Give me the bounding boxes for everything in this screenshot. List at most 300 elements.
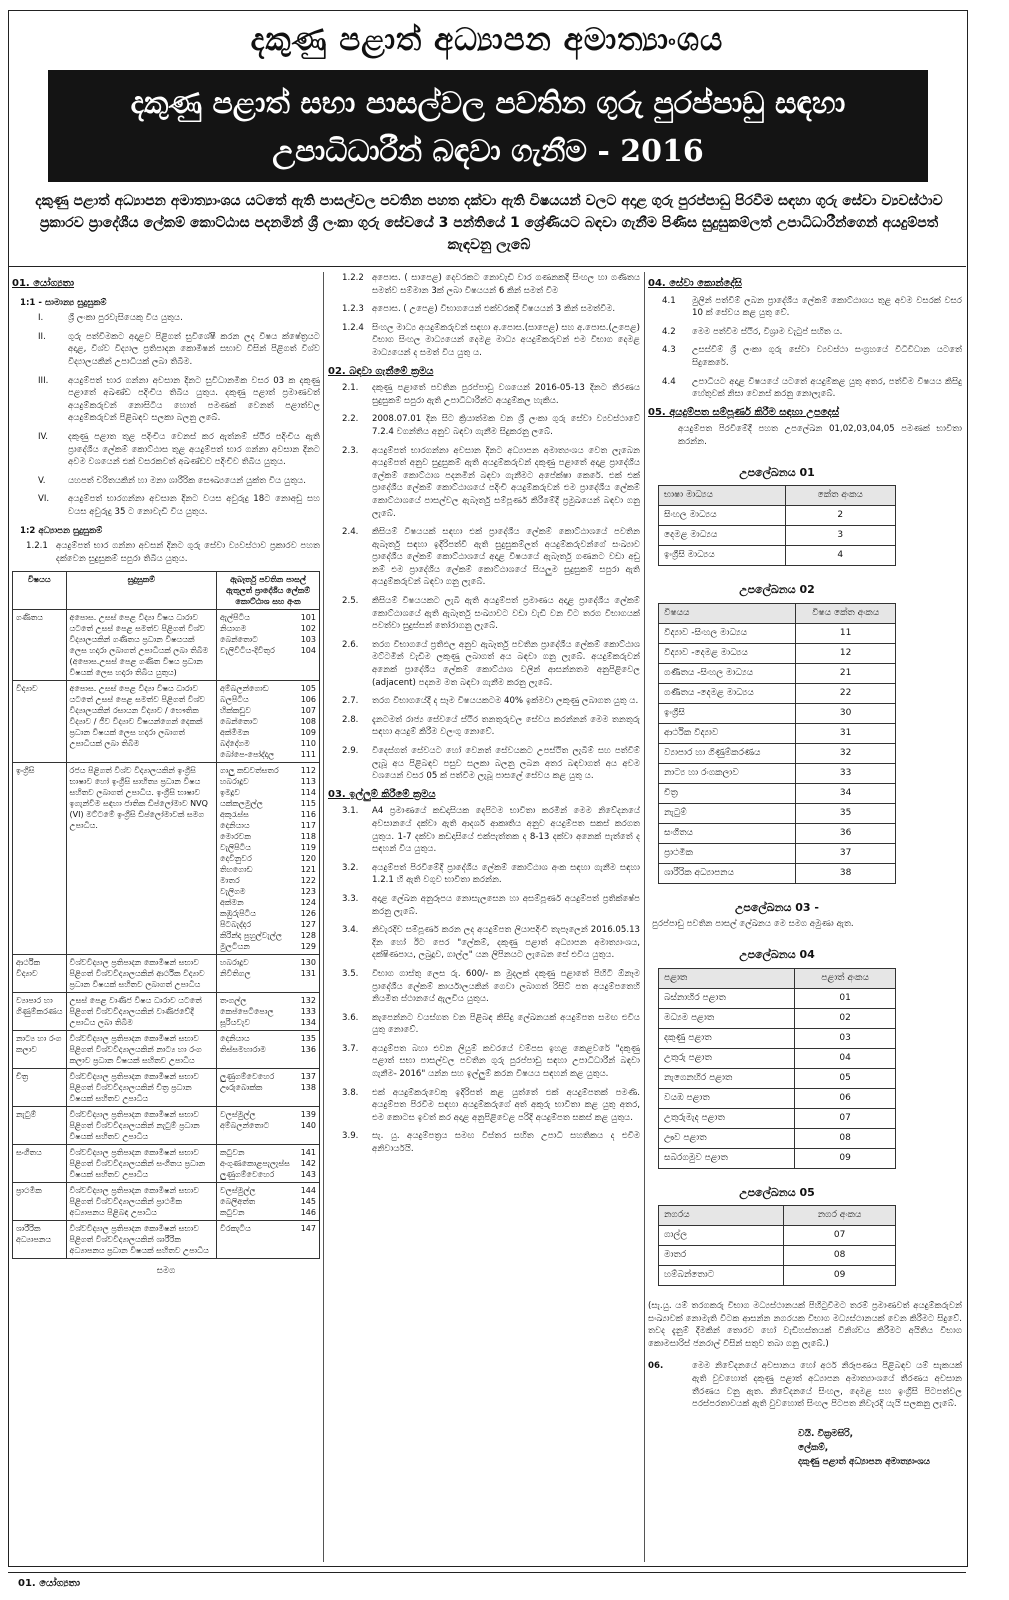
division-number: 135 bbox=[300, 1034, 316, 1044]
item-number: VI. bbox=[38, 494, 50, 505]
table-row bbox=[659, 823, 896, 843]
list-item bbox=[328, 893, 640, 918]
division-name: වලස්මුල්ල bbox=[220, 1110, 256, 1120]
item-number: 1.2.3 bbox=[342, 304, 364, 315]
division-name: මාතර bbox=[220, 876, 240, 886]
division-number: 118 bbox=[300, 832, 316, 842]
division-entry bbox=[220, 908, 316, 919]
division-entry bbox=[220, 1109, 316, 1120]
item-number: 4.2 bbox=[662, 326, 676, 337]
division-name: දෙනියාය bbox=[220, 1034, 250, 1044]
label-cell: වයඹ පළාත bbox=[659, 1088, 795, 1108]
qualification-cell: විශ්වවිද්‍යාල ප්‍රතිපාදන කොමිෂන් සභාව පිළිගත් විශ්වවිද්‍යාලයකින් නැටුම් ප්‍රධාන විෂයක් සහිතව උපාධිය bbox=[66, 1107, 216, 1145]
list-item bbox=[328, 272, 640, 297]
item-text: අයදුම්පත් භාර ගන්නා අවසාන දිනට සුවිධානමික වසර 03 ක දකුණු පළාතේ අඛණ්ඩ පදිංචිය තිබිය යුතුය. දකුණු පළාත් ප්‍රමාණවත් අයදුම්කරුවන් නොසිටිය හොත් පමණක් වෙනත් පළාත්වල අයදුම්කරුවන් පිළිබඳව සලකා බලනු ලබේ. bbox=[68, 375, 320, 424]
schools-cell bbox=[217, 1031, 320, 1069]
general-qualifications-list bbox=[12, 312, 320, 518]
table-row bbox=[13, 1145, 320, 1183]
item-number: 2.4. bbox=[342, 527, 359, 538]
qualification-cell: විශ්වවිද්‍යාල ප්‍රතිපාදන කොමිෂන් සභාව පිළිගත් විශ්වවිද්‍යාලයකින් නාට්‍ය හා රංග කලාව ප්‍රධාන විෂයක් සහිතව උපාධිය bbox=[66, 1031, 216, 1069]
label-cell: ගාල්ල bbox=[659, 1226, 784, 1246]
division-entry bbox=[220, 875, 316, 886]
code-cell: 02 bbox=[795, 1008, 896, 1028]
item-text: මෙම පත්වීම ස්ථිර, විශ්‍රාම වැටුප් සහිත ය. bbox=[692, 326, 843, 337]
table-row bbox=[659, 546, 896, 566]
label-cell: දකුණු පළාත bbox=[659, 1028, 795, 1048]
division-entry bbox=[220, 897, 316, 908]
section-heading: 03. ඉල්ලුම් කිරීමේ ක්‍රමය bbox=[328, 788, 436, 800]
subject-cell: ශාරීරික අධ්‍යාපනය bbox=[13, 1221, 67, 1259]
division-entry bbox=[220, 1006, 316, 1017]
division-number: 102 bbox=[300, 624, 316, 634]
list-item bbox=[12, 375, 320, 425]
list-item bbox=[328, 714, 640, 739]
table-header: කේත අංකය bbox=[785, 486, 896, 506]
division-entry bbox=[220, 1196, 316, 1207]
division-number: 129 bbox=[300, 942, 316, 952]
division-number: 116 bbox=[300, 810, 316, 820]
division-name: අම්බලන්ගොඩ bbox=[220, 684, 269, 694]
division-entry bbox=[220, 623, 316, 634]
table-row bbox=[659, 1048, 896, 1068]
list-item bbox=[328, 1043, 640, 1081]
item-number: 1.2.4 bbox=[342, 322, 364, 333]
table-row bbox=[659, 723, 896, 743]
list-item bbox=[328, 1087, 640, 1125]
division-number: 122 bbox=[300, 876, 316, 886]
division-number: 112 bbox=[300, 766, 316, 776]
schedule-02-table bbox=[658, 603, 896, 884]
item-text: අදාළ ලේඛන අනුරූපය නොසැලසෙන හා අසම්පූර්ණ අයදුම්පත් ප්‍රතික්ෂේප කරනු ලැබේ. bbox=[372, 893, 640, 917]
division-number: 120 bbox=[300, 854, 316, 864]
schedule-01-table bbox=[658, 485, 896, 566]
label-cell: ශාරීරික අධ්‍යාපනය bbox=[659, 863, 796, 883]
division-name: පිටබැද්දර bbox=[220, 920, 252, 930]
item-number: IV. bbox=[38, 431, 49, 442]
table-row bbox=[13, 681, 320, 763]
division-entry bbox=[220, 853, 316, 864]
item-number: V. bbox=[38, 475, 46, 486]
code-cell: 33 bbox=[796, 763, 896, 783]
item-number: 1.2.2 bbox=[342, 273, 364, 283]
code-cell: 37 bbox=[796, 843, 896, 863]
list-item bbox=[328, 413, 640, 438]
division-name: කඹුරුපිටිය bbox=[220, 909, 257, 919]
division-number: 128 bbox=[300, 931, 316, 941]
subsection-heading: 1:1 - සාමාන්‍ය සුදුසුකම් bbox=[20, 297, 107, 308]
division-entry bbox=[220, 1147, 316, 1158]
division-name: ලුණුගම්වෙහෙර bbox=[220, 1170, 275, 1180]
division-entry bbox=[220, 968, 316, 979]
code-cell: 32 bbox=[796, 743, 896, 763]
division-entry bbox=[220, 1082, 316, 1093]
item-text: නිවැරදිව සම්පූර්ණ කරන ලද අයදුම්පත ලියාපදිංචි තැපෑලෙන් 2016.05.13 දින හෝ ඊට පෙර "ලේකම්, දකුණු පළාත් අධ්‍යාපන අමාත්‍යාංශය, දක්ෂිණපාය, ලබුදූව, ගාල්ල" යන ලිපිනයට ලැබෙන සේ එවිය යුතුය. bbox=[372, 925, 640, 961]
division-entry bbox=[220, 683, 316, 694]
division-name: අංගුණකොළපැලැස්ස bbox=[220, 1159, 290, 1169]
subject-cell: ආර්ථික විද්‍යාව bbox=[13, 955, 67, 993]
division-number: 101 bbox=[300, 613, 316, 623]
division-name: අක්මන bbox=[220, 898, 244, 908]
table-row bbox=[659, 643, 896, 663]
division-entry bbox=[220, 1033, 316, 1044]
division-number: 145 bbox=[300, 1197, 316, 1207]
list-item bbox=[648, 344, 962, 369]
item-text: අපොස. ( සාපෙළ) දෙවරකට නොවැඩි වාර ගණනකදී සිංහල හා ගණිතය සමත්ව සම්මාන 3ක් ලබා විෂයයන් 6 කින් සමත් වීම bbox=[372, 273, 640, 296]
qualification-cell: විශ්වවිද්‍යාල ප්‍රතිපාදන කොමිෂන් සභාව පිළිගත් විශ්වවිද්‍යාලයකින් ප්‍රාථමික අධ්‍යාපනය පිළිබඳ උපාධිය bbox=[66, 1183, 216, 1221]
code-cell: 12 bbox=[796, 643, 896, 663]
schools-cell bbox=[217, 1221, 320, 1259]
item-text: අපොස. ( උපෙළ) විභාගයෙන් එක්වරකදී විෂයයන් 3 කින් සමත්වීම. bbox=[372, 304, 616, 315]
division-number: 114 bbox=[300, 788, 316, 798]
division-number: 133 bbox=[300, 1007, 316, 1017]
table-row bbox=[659, 663, 896, 683]
subject-cell: නැටුම් bbox=[13, 1107, 67, 1145]
code-cell: 07 bbox=[784, 1226, 896, 1246]
division-name: අම්බලන්තොට bbox=[220, 1121, 270, 1131]
item-number: III. bbox=[38, 375, 49, 386]
division-name: වලස්මුල්ල bbox=[220, 1186, 256, 1196]
schools-cell bbox=[217, 1183, 320, 1221]
item-text: දකුණු පළාතේ පවතින පුරප්පාඩු වශයෙන් 2016-05-13 දිනට තීරණය සුදුසුකම් සපුරා ඇති උපාධිධාරීන්ට අයදුම්කල හැකිය. bbox=[372, 383, 640, 406]
label-cell: මාතර bbox=[659, 1246, 784, 1266]
list-item bbox=[328, 322, 640, 360]
subject-cell: චිත්‍ර bbox=[13, 1069, 67, 1107]
division-entry bbox=[220, 831, 316, 842]
item-number: 3.5. bbox=[342, 968, 359, 979]
schools-cell bbox=[217, 1145, 320, 1183]
list-item bbox=[328, 595, 640, 633]
item-text: තරග විභාගයේ ප්‍රතිඵල අනුව ඇබෑර්තු පවතින ප්‍රාදේශීය ලේකම් කොට්ඨාශ මට්ටමින් වැඩිම ලකුණු ලබාගත් අය බඳවා ගනු ලැබේ. අයදුම්කරුවන් අනෙක් ප්‍රාදේශීය ලේකම් කොට්ඨාශ වලින් ආසන්නතම අනුපිළිවෙල (adjacent) පදනම මත බඳවා ගැනීම කරනු ලැබේ. bbox=[372, 639, 640, 688]
table-row bbox=[659, 526, 896, 546]
division-entry bbox=[220, 919, 316, 930]
item-number: 2.1. bbox=[342, 383, 359, 394]
division-entry bbox=[220, 1223, 316, 1234]
subject-cell: ව්‍යාපාර හා ගිණුම්කරණය bbox=[13, 993, 67, 1031]
table-row bbox=[659, 1008, 896, 1028]
division-entry bbox=[220, 798, 316, 809]
division-number: 123 bbox=[300, 887, 316, 897]
list-item bbox=[328, 862, 640, 887]
division-number: 104 bbox=[300, 646, 316, 656]
table-row bbox=[13, 1069, 320, 1107]
list-item bbox=[12, 475, 320, 488]
division-entry bbox=[220, 886, 316, 897]
item-text: සැ. යු. අයදුම්පත්‍රය සමඟ විස්තර සහිත උපාධි සහතිකය ද එවීම අනිවාර්යයි. bbox=[372, 1131, 640, 1155]
division-entry bbox=[220, 1071, 316, 1082]
division-number: 142 bbox=[300, 1159, 316, 1169]
division-name: නිවිතිගල bbox=[220, 969, 251, 979]
table-row bbox=[659, 1246, 896, 1266]
code-cell: 2 bbox=[785, 506, 896, 526]
table-row bbox=[13, 955, 320, 993]
item-number: 3.6. bbox=[342, 1012, 359, 1023]
schools-cell bbox=[217, 763, 320, 955]
table-row bbox=[659, 1068, 896, 1088]
label-cell: ප්‍රාථමික bbox=[659, 843, 796, 863]
division-entry bbox=[220, 1185, 316, 1196]
extra-qualifications-list bbox=[328, 272, 640, 360]
division-name: තංගල්ල bbox=[220, 996, 247, 1006]
code-cell: 08 bbox=[795, 1128, 896, 1148]
division-name: වැලිපිටිය bbox=[220, 843, 252, 853]
division-name: අකුරැස්ස bbox=[220, 810, 249, 820]
table-row bbox=[659, 1148, 896, 1168]
schools-cell bbox=[217, 1069, 320, 1107]
division-entry bbox=[220, 612, 316, 623]
code-cell: 07 bbox=[795, 1108, 896, 1128]
code-cell: 4 bbox=[785, 546, 896, 566]
division-entry bbox=[220, 1158, 316, 1169]
table-row bbox=[659, 1266, 896, 1286]
division-entry bbox=[220, 930, 316, 941]
list-item bbox=[328, 1130, 640, 1155]
subject-cell: නාට්‍ය හා රංග කලාව bbox=[13, 1031, 67, 1069]
division-name: දෙවිනුවර bbox=[220, 854, 252, 864]
list-item bbox=[328, 695, 640, 708]
item-number: 2.7. bbox=[342, 696, 359, 707]
table-header: පළාත් අංකය bbox=[795, 968, 896, 988]
recruitment-method-list bbox=[328, 382, 640, 783]
label-cell: හම්බන්තොට bbox=[659, 1266, 784, 1286]
item-text: කිසියම් විෂයයකට ලැබී ඇති අයදුම්පත් ප්‍රමාණය අදාළ ප්‍රාදේශීය ලේකම් කොට්ඨාශයේ ඇති ඇබෑර්තු සංඛ්‍යාවට වඩා වැඩි වන විට තරග විභාගයක් පවත්වා සුදුස්සන් තෝරාගනු ලැබේ. bbox=[372, 596, 640, 632]
schools-cell bbox=[217, 955, 320, 993]
division-number: 103 bbox=[300, 635, 316, 645]
label-cell: නැටුම් bbox=[659, 803, 796, 823]
division-entry bbox=[220, 634, 316, 645]
item-number: 2.3. bbox=[342, 445, 359, 456]
signatory-organisation: දකුණු පළාත් අධ්‍යාපන අමාත්‍යාංශය bbox=[798, 1456, 930, 1467]
division-name: සූරියවැව bbox=[220, 1018, 251, 1028]
division-number: 136 bbox=[300, 1045, 316, 1055]
division-number: 110 bbox=[300, 739, 316, 749]
item-text: සිංහල මාධ්‍ය අයදුම්කරුවන් සඳහා අ.පොස.(සාපෙළ) සහ අ.පොස.(උපෙළ) විභාග සිංහල මාධ්‍යයෙන් දෙමළ මාධ්‍ය අයදුම්කරුවන් එම විභාග දෙමළ මාධ්‍යයෙන් ද සමත් විය යුතු ය. bbox=[372, 322, 640, 358]
code-cell: 01 bbox=[795, 988, 896, 1008]
subject-cell: විද්‍යාව bbox=[13, 681, 67, 763]
item-text: උපාධියට අදාළ විෂයයේ යටතේ අයදුම්කළ යුතු අතර, පත්වීම විෂයය කිසිදු හේතුවක් නිසා වෙනස් කරනු නොලැබේ. bbox=[692, 376, 962, 400]
item-number: II. bbox=[38, 331, 46, 342]
division-name: කටුවන bbox=[220, 1208, 245, 1218]
division-entry bbox=[220, 1044, 316, 1055]
division-entry bbox=[220, 842, 316, 853]
label-cell: ව්‍යාපාර හා ගිණුම්කරණය bbox=[659, 743, 796, 763]
code-cell: 36 bbox=[796, 823, 896, 843]
column-recruitment bbox=[328, 272, 640, 1562]
column-divider bbox=[644, 272, 645, 1562]
signatory-title: ලේකම්, bbox=[798, 1442, 829, 1453]
signatory-name: වයි. වික්‍රමසිරි, bbox=[798, 1428, 854, 1439]
table-row bbox=[13, 610, 320, 681]
label-cell: ආර්ථික විද්‍යාව bbox=[659, 723, 796, 743]
division-name: කටුවන bbox=[220, 1148, 245, 1158]
table-header: ඇබෑර්තු පවතින පාසල් ඇතුලත් ප්‍රාදේශීය ලේකම් කොට්ඨාශ සහ අංක bbox=[217, 572, 320, 610]
division-entry bbox=[220, 787, 316, 798]
item-number: 3.4. bbox=[342, 925, 359, 936]
table-row bbox=[659, 703, 896, 723]
division-number: 105 bbox=[300, 684, 316, 694]
item-text: 2008.07.01 දින සිට ක්‍රියාත්මක වන ශ්‍රී ලංකා ගුරු සේවා ව්‍යවස්ථාවේ 7.2.4 වගන්තිය අනුව බඳවා ගැනීම සිදුකරනු ලබේ. bbox=[372, 414, 640, 437]
list-item bbox=[648, 295, 962, 320]
label-cell: බස්නාහිර පළාත bbox=[659, 988, 795, 1008]
schedule-title: උපලේඛනය 05 bbox=[739, 1185, 815, 1199]
table-header: නගරය bbox=[659, 1206, 784, 1226]
division-number: 134 bbox=[300, 1018, 316, 1028]
division-name: තිස්සමහාරාම bbox=[220, 1045, 266, 1055]
division-number: 115 bbox=[300, 799, 316, 809]
division-number: 131 bbox=[300, 969, 316, 979]
item-text: මෙම නිවේදනයේ අවසානය හෝ අර්ථ නිරූපණය පිළිබඳව යම් සැකයක් ඇති වුවහොත් දකුණු පළාත් අධ්‍යාපන අමාත්‍යාංශයේ තීරණය අවසාන තීරණය වනු ඇත. නිවේදනයේ සිංහල, දෙමළ සහ ඉංග්‍රීසි පිටපත්වල පරස්පරතාවයක් ඇති වුවහොත් සිංහල පිටපත නිවැරදි යැයි සලකනු ලැබේ. bbox=[692, 1361, 962, 1410]
division-number: 139 bbox=[300, 1110, 316, 1120]
division-name: හබරාදූව bbox=[220, 958, 249, 968]
item-number: 2.6. bbox=[342, 639, 359, 650]
table-row bbox=[659, 803, 896, 823]
item-text: විදෙස්ගත් සේවයට හෝ වෙනත් සේවයකට උපස්ථිත ලැබීම් සහ පත්වීම් ලැබූ අය පිළිබඳව පසුව සලකා බලනු ලබන අතර බඳවාගත් අය අවම වශයෙන් වසර 05 ක් පත්වීම ලැබූ පාසලේ සේවය කළ යුතු ය. bbox=[372, 746, 640, 782]
table-row bbox=[659, 506, 896, 526]
code-cell: 03 bbox=[795, 1028, 896, 1048]
application-method-list bbox=[328, 805, 640, 1155]
label-cell: උතුරුමැද පළාත bbox=[659, 1108, 795, 1128]
table-row bbox=[13, 763, 320, 955]
subsection-heading: 1:2 අධ්‍යාපන සුදුසුකම් bbox=[20, 525, 103, 536]
code-cell: 22 bbox=[796, 683, 896, 703]
division-number: 138 bbox=[300, 1083, 316, 1093]
label-cell: නැගෙනහිර පළාත bbox=[659, 1068, 795, 1088]
ministry-title: දකුණු පළාත් අධ්‍යාපන අමාත්‍යාංශය bbox=[250, 22, 724, 58]
item-text: දකුණු පළාත තුළ පදිංචිය වෙනස් කර ඇත්නම් ස්ථිර පදිංචිය ඇති ප්‍රාදේශීය ලේකම් කොට්ඨාස තුළ අයදුම්පත් භාර ගන්නා අවසාන දිනට අවම වශයෙන් එක් වසරකවත් අඛණ්ඩව පදිංචිව තිබිය යුතුය. bbox=[68, 431, 320, 468]
section-heading: 01. යෝග්‍යතා bbox=[12, 278, 75, 289]
table-header: නගර අංකය bbox=[784, 1206, 896, 1226]
division-name: අක්මීමන bbox=[220, 728, 250, 738]
division-name: ඉමදූව bbox=[220, 788, 241, 798]
qualification-cell: විශ්වවිද්‍යාල ප්‍රතිපාදන කොමිෂන් සභාව පිළිගත් විශ්වවිද්‍යාලයකින් සංගීතය ප්‍රධාන විෂයක් සහිතව උපාධිය bbox=[66, 1145, 216, 1183]
item-number: 2.8. bbox=[342, 714, 359, 725]
subject-cell: ප්‍රාථමික bbox=[13, 1183, 67, 1221]
schedule-title: උපලේඛනය 04 bbox=[739, 947, 815, 961]
division-number: 127 bbox=[300, 920, 316, 930]
division-name: වැලිගම bbox=[220, 887, 246, 897]
table-row bbox=[13, 993, 320, 1031]
code-cell: 30 bbox=[796, 703, 896, 723]
table-row bbox=[659, 988, 896, 1008]
qualification-cell: අපොස. උසස් පෙළ විද්‍යා විෂය ධාරාව යටතේ උසස් පෙළ සමත්ව පිළිගත් විශ්ව විද්‍යාලයකින් රසායන විද්‍යාව / භෞතික විද්‍යාව / ජීව විද්‍යාව විෂයන්ගෙන් දෙකක් ප්‍රධාන විෂයක් ලෙස හදාරා ලබාගත් උපාධියක් ලබා තිබීම bbox=[66, 681, 216, 763]
schedule-03-text: පුරප්පාඩු පවතින පාසල් ලේඛනය මෙ සමග අමුණා ඇත. bbox=[652, 919, 854, 930]
qualification-cell: රජය පිළිගත් විශ්ව විද්‍යාලයකින් ඉංග්‍රීසි භාෂාව හෝ ඉංග්‍රීසි සාහිත්‍ය ප්‍රධාන විෂය සහිතව ලබාගත් උපාධිය. ඉංග්‍රීසි භාෂාව ඉගැන්වීම සඳහා ජාතික ඩිප්ලෝමාව NVQ (VI) මට්ටමේ ඉංග්‍රීසි ඩිප්ලෝමාවක් සමග උපාධිය. bbox=[66, 763, 216, 955]
division-name: බෝපෙ-පෝද්දල bbox=[220, 750, 275, 760]
division-name: දෙනියාය bbox=[220, 821, 250, 831]
code-cell: 38 bbox=[796, 863, 896, 883]
code-cell: 21 bbox=[796, 663, 896, 683]
item-number: 3.9. bbox=[342, 1131, 359, 1142]
division-number: 106 bbox=[300, 695, 316, 705]
division-entry bbox=[220, 941, 316, 952]
division-number: 147 bbox=[300, 1224, 316, 1234]
division-number: 108 bbox=[300, 717, 316, 727]
division-name: බෙන්තොට bbox=[220, 635, 258, 645]
item-number: 4.4 bbox=[662, 376, 676, 387]
table-row bbox=[13, 1221, 320, 1259]
division-name: යක්කලමුල්ල bbox=[220, 799, 263, 809]
division-entry bbox=[220, 716, 316, 727]
division-entry bbox=[220, 1017, 316, 1028]
table-row bbox=[659, 1028, 896, 1048]
division-number: 121 bbox=[300, 865, 316, 875]
list-item bbox=[648, 326, 962, 339]
division-entry bbox=[220, 705, 316, 716]
code-cell: 35 bbox=[796, 803, 896, 823]
division-entry bbox=[220, 1120, 316, 1131]
list-item bbox=[328, 639, 640, 689]
item-text: කිසියම් විෂයයක් සඳහා එක් ප්‍රාදේශීය ලේකම් කොට්ඨාශයේ පවතින ඇබෑර්තු සඳහා ඉදිරිපත්වී ඇති සුදුසුකම්ලත් අයදුම්කරුවන්ගේ සංඛ්‍යාව ප්‍රාදේශීය ලේකම් කොට්ඨාශයේ අදාළ විෂයයේ ඇබෑර්තු ගණනට වඩා අඩු නම් එම ප්‍රාදේශීය ලේකම් කොට්ඨාශයේ සියලුම සුදුසුකම් සපුරා ඇති අයදුම්කරුවන් බඳවා ගනු ලැබේ. bbox=[372, 527, 640, 588]
item-text: යහපත් චරිතයකින් හා මනා ශාරීරික සෞඛ්‍යයෙන් යුක්ත විය යුතුය. bbox=[68, 475, 306, 486]
division-name: ගාලු කඩවත්සතර bbox=[220, 766, 279, 776]
division-entry bbox=[220, 765, 316, 776]
division-entry bbox=[220, 776, 316, 787]
table-row bbox=[659, 863, 896, 883]
column-divider bbox=[323, 272, 324, 1562]
division-number: 113 bbox=[300, 777, 316, 787]
qualification-cell: අපොස. උසස් පෙළ විද්‍යා විෂය ධාරාව යටතේ උසස් පෙළ සමත්ව පිළිගත් විශ්ව විද්‍යාලයකින් ගණිතය ප්‍රධාන විෂයයක් ලෙස හදාරා ලබාගත් උපාධියක් ලබා තිබීම (අපොස.උසස් පෙළ ගණිත විෂය ප්‍රධාන විෂයක් ලෙස හදාරා තිබිය යුතුය) bbox=[66, 610, 216, 681]
label-cell: ගණිතය -සිංහල මාධ්‍යය bbox=[659, 663, 796, 683]
label-cell: සංගීතය bbox=[659, 823, 796, 843]
list-item bbox=[328, 303, 640, 316]
qualification-cell: විශ්වවිද්‍යාල ප්‍රතිපාදන කොමිෂන් සභාව පිළිගත් විශ්වවිද්‍යාලයකින් චිත්‍ර ප්‍රධාන විෂයක් සහිතව උපාධිය bbox=[66, 1069, 216, 1107]
table-row bbox=[659, 763, 896, 783]
schools-cell bbox=[217, 993, 320, 1031]
list-item bbox=[328, 968, 640, 1006]
division-number: 143 bbox=[300, 1170, 316, 1180]
division-number: 119 bbox=[300, 843, 316, 853]
division-name: ඌරුබොක්ක bbox=[220, 1083, 263, 1093]
division-name: බෙලිඅත්ත bbox=[220, 1197, 256, 1207]
schools-cell bbox=[217, 1107, 320, 1145]
division-number: 117 bbox=[300, 821, 316, 831]
code-cell: 3 bbox=[785, 526, 896, 546]
table-row bbox=[659, 783, 896, 803]
table-row bbox=[13, 1183, 320, 1221]
label-cell: ඉංග්‍රීසි bbox=[659, 703, 796, 723]
banner-line-2: උපාධිධාරීන් බඳවා ගැනීම - 2016 bbox=[272, 134, 704, 169]
intro-paragraph: දකුණු පළාත් අධ්‍යාපන අමාත්‍යාංශය යටතේ ඇති පාසල්වල පවතින පහත දක්වා ඇති විෂයයන් වලට අදාළ ගුරු පුරප්පාඩු පිරවීම සඳහා ගුරු සේවා ව්‍යවස්ථාව ප්‍රකාරව ප්‍රාදේශීය ලේකම් කොට්ඨාස පදනමින් ශ්‍රී ලංකා ගුරු සේවයේ 3 පන්තියේ 1 ශ්‍රේණියට බඳවා ගැනීම පිණිස සුදුසුකම්ලත් උපාධිධාරීන්ගෙන් අයදුම්පත් කැඳවනු ලැබේ bbox=[35, 193, 943, 253]
division-entry bbox=[220, 694, 316, 705]
table-row bbox=[659, 743, 896, 763]
table-row bbox=[659, 1128, 896, 1148]
division-number: 126 bbox=[300, 909, 316, 919]
item-number: 2.2. bbox=[342, 414, 359, 425]
column-eligibility bbox=[12, 272, 320, 1562]
subject-cell: ගණිතය bbox=[13, 610, 67, 681]
item-text: අයදුම්පත් භාර ගන්නා අවසන් දිනට ගුරු සේවා ව්‍යවස්ථාව ප්‍රකාරව පහත දක්වෙන සුදුසුකම් සපුරා තිබිය යුතුය. bbox=[56, 541, 320, 564]
list-item bbox=[12, 312, 320, 325]
code-cell: 11 bbox=[796, 623, 896, 643]
code-cell: 34 bbox=[796, 783, 896, 803]
list-item bbox=[12, 540, 320, 565]
list-item bbox=[328, 382, 640, 407]
division-entry bbox=[220, 820, 316, 831]
label-cell: ගණිතය -දෙමළ මාධ්‍යය bbox=[659, 683, 796, 703]
label-cell: දෙමළ මාධ්‍යය bbox=[659, 526, 786, 546]
qualification-cell: විශ්වවිද්‍යාල ප්‍රතිපාදන කොමිෂන් සභාව පිළිගත් විශ්වවිද්‍යාලයකින් ශාරීරික අධ්‍යාපනය ප්‍රධාන විෂයක් සහිතව උපාධිය bbox=[66, 1221, 216, 1259]
item-text: මුලින් පත්වීම් ලබන ප්‍රාදේශීය ලේකම් කොට්ඨාශය තුළ අවම වසරක් වසර 10 ක් සේවය කළ යුතු වේ. bbox=[692, 295, 962, 319]
subject-qualification-table bbox=[12, 571, 320, 1259]
division-entry bbox=[220, 995, 316, 1006]
code-cell: 09 bbox=[784, 1266, 896, 1286]
list-item bbox=[648, 1360, 962, 1410]
table-row bbox=[659, 843, 896, 863]
division-number: 124 bbox=[300, 898, 316, 908]
division-entry bbox=[220, 727, 316, 738]
division-name: වීරකැටිය bbox=[220, 1224, 251, 1234]
item-text: අයදුම්පත් පිරවීමේදී ප්‍රාදේශීය ලේකම් කොට්ඨාශ අංක සඳහා ගැනීම සඳහා 1.2.1 හි ඇති වගුව භාවිතා කරන්න. bbox=[372, 862, 640, 886]
item-text: උසස්වීම් ශ්‍රී ලංකා ගුරු සේවා ව්‍යවස්ථා සංග්‍රහයේ විධිවිධාන යටතේ සිදුකෙරේ. bbox=[692, 345, 962, 368]
